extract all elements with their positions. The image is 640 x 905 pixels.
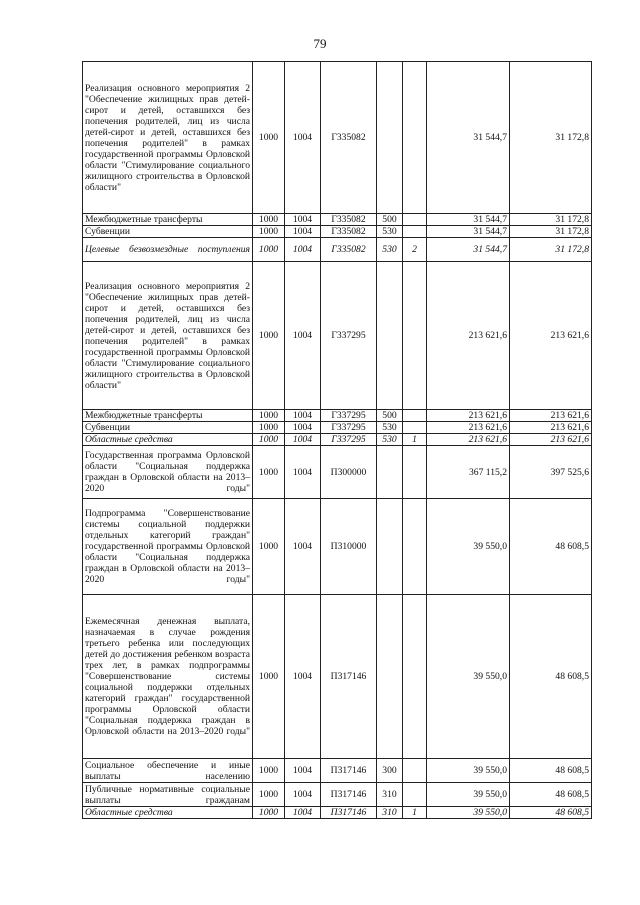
- amount-year-1: 213 621,6: [427, 262, 510, 410]
- expense-type-code: 310: [377, 783, 403, 807]
- row-name: Реализация основного мероприятия 2 "Обеспечение жилищных прав детей-сирот и детей, оставшихся без попечения родителей, лиц из числа детей-сирот и детей, оставшихся без попечения родителей" в рамках государственной программы Орловской области "Стимулирование социального жилищного строительства в Орловской области": [83, 262, 253, 410]
- amount-year-2: 31 172,8: [510, 226, 592, 238]
- target-article-code: Г337295: [321, 262, 377, 410]
- section-code: 1000: [253, 410, 285, 422]
- table-row: [83, 62, 592, 214]
- expense-type-code: [377, 262, 403, 410]
- section-code: 1000: [253, 807, 285, 819]
- source-code: [403, 214, 427, 226]
- expense-type-code: 530: [377, 422, 403, 434]
- subsection-code: 1004: [285, 410, 321, 422]
- source-code: [403, 422, 427, 434]
- source-code: [403, 62, 427, 214]
- table-row: [83, 422, 592, 434]
- section-code: 1000: [253, 214, 285, 226]
- source-code: [403, 499, 427, 595]
- target-article-code: П300000: [321, 446, 377, 499]
- expense-type-code: 530: [377, 238, 403, 262]
- expense-type-code: 500: [377, 410, 403, 422]
- subsection-code: 1004: [285, 62, 321, 214]
- row-name: Ежемесячная денежная выплата, назначаемая в случае рождения третьего ребенка или последующих детей до достижения ребенком возраста трех лет, в рамках подпрограммы "Совершенствование системы социальной поддержки отдельных категорий граждан" государственной программы Орловской области "Социальная поддержка граждан в Орловской области на 2013–2020 годы": [83, 595, 253, 759]
- row-name: Межбюджетные трансферты: [83, 214, 253, 226]
- source-code: [403, 226, 427, 238]
- expense-type-code: [377, 595, 403, 759]
- expense-type-code: [377, 446, 403, 499]
- source-code: 1: [403, 807, 427, 819]
- subsection-code: 1004: [285, 446, 321, 499]
- table-row: [83, 410, 592, 422]
- amount-year-1: 39 550,0: [427, 783, 510, 807]
- section-code: 1000: [253, 595, 285, 759]
- target-article-code: Г335082: [321, 62, 377, 214]
- amount-year-1: 367 115,2: [427, 446, 510, 499]
- section-code: 1000: [253, 226, 285, 238]
- source-code: [403, 595, 427, 759]
- row-name: Реализация основного мероприятия 2 "Обеспечение жилищных прав детей-сирот и детей, оставшихся без попечения родителей, лиц из числа детей-сирот и детей, оставшихся без попечения родителей" в рамках государственной программы Орловской области "Стимулирование социального жилищного строительства в Орловской области": [83, 62, 253, 214]
- amount-year-2: 48 608,5: [510, 783, 592, 807]
- page-number: 79: [313, 36, 327, 51]
- source-code: [403, 446, 427, 499]
- table-row: [83, 595, 592, 759]
- source-code: [403, 410, 427, 422]
- target-article-code: Г337295: [321, 434, 377, 446]
- source-code: [403, 783, 427, 807]
- amount-year-2: 213 621,6: [510, 422, 592, 434]
- section-code: 1000: [253, 446, 285, 499]
- table-row: [83, 226, 592, 238]
- section-code: 1000: [253, 434, 285, 446]
- section-code: 1000: [253, 783, 285, 807]
- target-article-code: Г335082: [321, 238, 377, 262]
- amount-year-1: 39 550,0: [427, 759, 510, 783]
- subsection-code: 1004: [285, 238, 321, 262]
- expense-type-code: 530: [377, 434, 403, 446]
- subsection-code: 1004: [285, 807, 321, 819]
- table-row: [83, 499, 592, 595]
- amount-year-1: 39 550,0: [427, 499, 510, 595]
- amount-year-2: 48 608,5: [510, 499, 592, 595]
- amount-year-2: 213 621,6: [510, 434, 592, 446]
- subsection-code: 1004: [285, 499, 321, 595]
- amount-year-2: 48 608,5: [510, 595, 592, 759]
- table-row: [83, 807, 592, 819]
- table-row: [83, 759, 592, 783]
- target-article-code: Г335082: [321, 226, 377, 238]
- amount-year-1: 31 544,7: [427, 214, 510, 226]
- target-article-code: П310000: [321, 499, 377, 595]
- row-name: Субвенции: [83, 422, 253, 434]
- amount-year-1: 31 544,7: [427, 238, 510, 262]
- section-code: 1000: [253, 422, 285, 434]
- table-row: [83, 262, 592, 410]
- amount-year-2: 31 172,8: [510, 238, 592, 262]
- amount-year-1: 213 621,6: [427, 422, 510, 434]
- section-code: 1000: [253, 499, 285, 595]
- amount-year-1: 39 550,0: [427, 807, 510, 819]
- section-code: 1000: [253, 238, 285, 262]
- row-name: Областные средства: [83, 434, 253, 446]
- subsection-code: 1004: [285, 422, 321, 434]
- budget-table: [82, 61, 592, 819]
- amount-year-2: 48 608,5: [510, 807, 592, 819]
- amount-year-2: 213 621,6: [510, 262, 592, 410]
- expense-type-code: 310: [377, 807, 403, 819]
- table-row: [83, 783, 592, 807]
- target-article-code: П317146: [321, 595, 377, 759]
- expense-type-code: 530: [377, 226, 403, 238]
- expense-type-code: [377, 62, 403, 214]
- row-name: Субвенции: [83, 226, 253, 238]
- section-code: 1000: [253, 262, 285, 410]
- expense-type-code: [377, 499, 403, 595]
- target-article-code: П317146: [321, 807, 377, 819]
- amount-year-1: 39 550,0: [427, 595, 510, 759]
- table-row: [83, 214, 592, 226]
- target-article-code: Г337295: [321, 422, 377, 434]
- amount-year-1: 31 544,7: [427, 62, 510, 214]
- amount-year-2: 48 608,5: [510, 759, 592, 783]
- row-name: Социальное обеспечение и иные выплаты населению: [83, 759, 253, 783]
- subsection-code: 1004: [285, 262, 321, 410]
- amount-year-2: 31 172,8: [510, 214, 592, 226]
- row-name: Целевые безвозмездные поступления: [83, 238, 253, 262]
- table-row: [83, 238, 592, 262]
- amount-year-2: 31 172,8: [510, 62, 592, 214]
- amount-year-2: 397 525,6: [510, 446, 592, 499]
- subsection-code: 1004: [285, 783, 321, 807]
- table-row: [83, 434, 592, 446]
- target-article-code: Г335082: [321, 214, 377, 226]
- subsection-code: 1004: [285, 226, 321, 238]
- row-name: Межбюджетные трансферты: [83, 410, 253, 422]
- section-code: 1000: [253, 62, 285, 214]
- amount-year-1: 213 621,6: [427, 434, 510, 446]
- amount-year-1: 213 621,6: [427, 410, 510, 422]
- row-name: Подпрограмма "Совершенствование системы социальной поддержки отдельных категорий граждан" государственной программы Орловской области "Социальная поддержка граждан в Орловской области на 2013–2020 годы": [83, 499, 253, 595]
- subsection-code: 1004: [285, 214, 321, 226]
- source-code: [403, 262, 427, 410]
- target-article-code: Г337295: [321, 410, 377, 422]
- subsection-code: 1004: [285, 434, 321, 446]
- expense-type-code: 500: [377, 214, 403, 226]
- row-name: Публичные нормативные социальные выплаты гражданам: [83, 783, 253, 807]
- amount-year-2: 213 621,6: [510, 410, 592, 422]
- row-name: Государственная программа Орловской области "Социальная поддержка граждан в Орловской области на 2013–2020 годы": [83, 446, 253, 499]
- target-article-code: П317146: [321, 783, 377, 807]
- expense-type-code: 300: [377, 759, 403, 783]
- source-code: 1: [403, 434, 427, 446]
- source-code: 2: [403, 238, 427, 262]
- table-row: [83, 446, 592, 499]
- source-code: [403, 759, 427, 783]
- amount-year-1: 31 544,7: [427, 226, 510, 238]
- subsection-code: 1004: [285, 595, 321, 759]
- subsection-code: 1004: [285, 759, 321, 783]
- row-name: Областные средства: [83, 807, 253, 819]
- section-code: 1000: [253, 759, 285, 783]
- target-article-code: П317146: [321, 759, 377, 783]
